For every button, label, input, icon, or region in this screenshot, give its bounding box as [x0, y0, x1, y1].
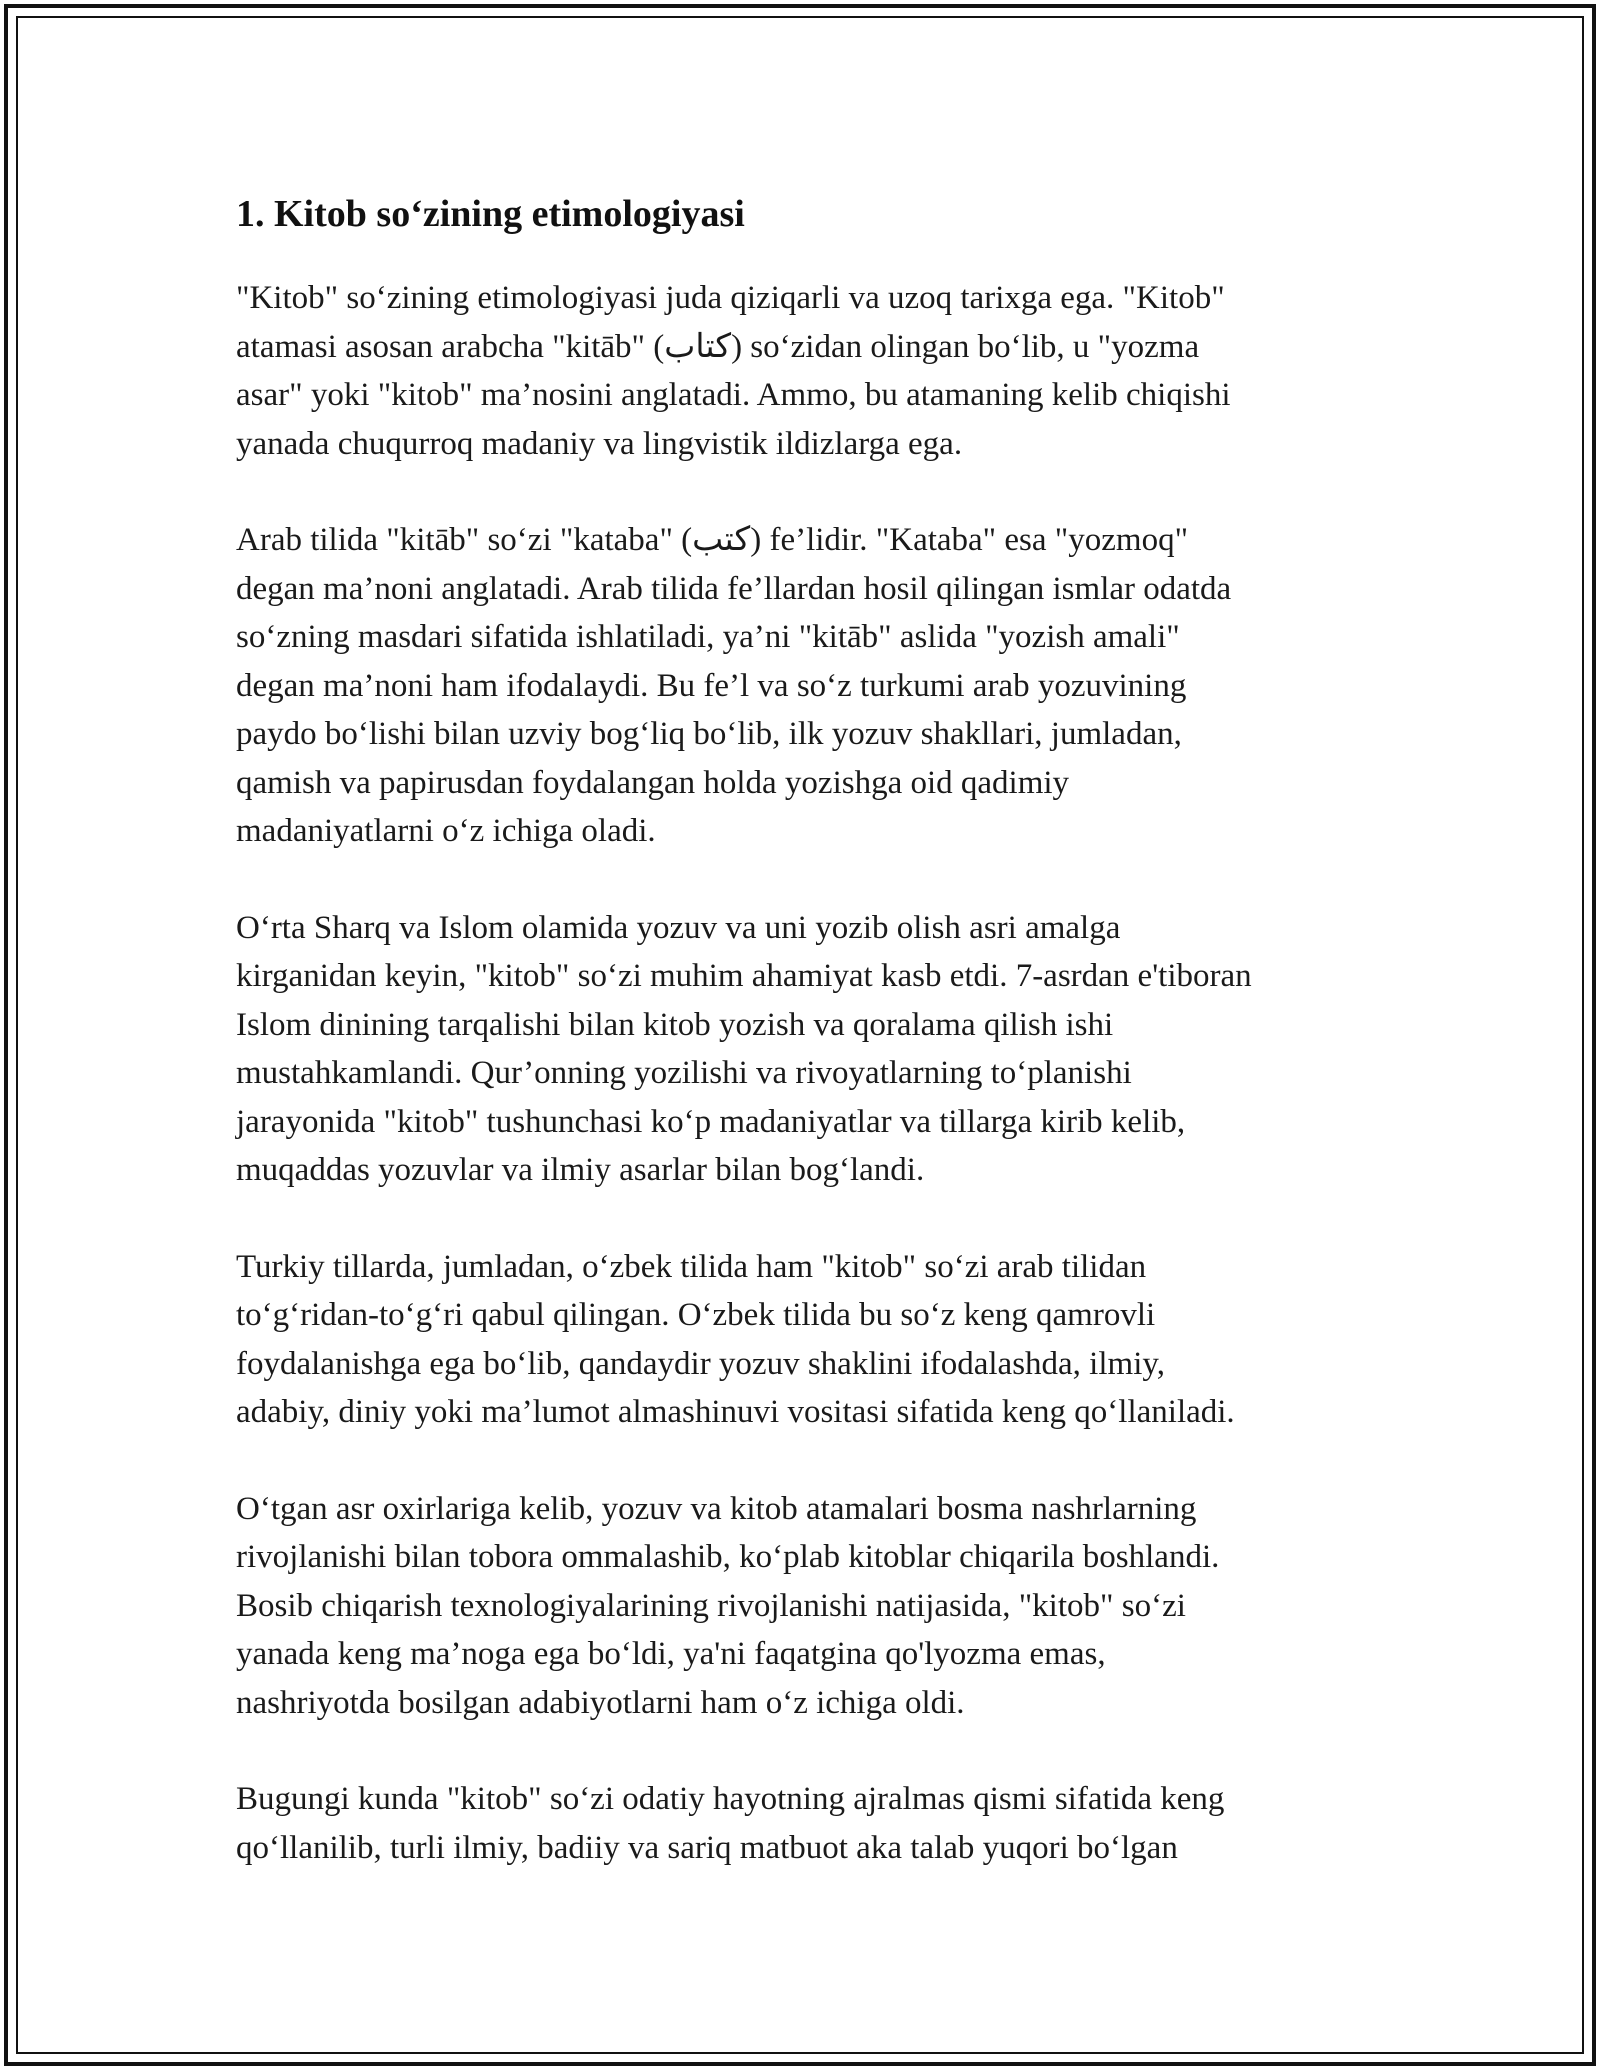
document-body: [236, 188, 1376, 1920]
page-title: 1. Kitob so‘zining etimologiyasi: [236, 193, 745, 235]
text-line: nashriyotda bosilgan adabiyotlarni ham o‘z ichiga oldi.: [236, 1684, 965, 1721]
text-line: jarayonida "kitob" tushunchasi ko‘p madaniyatlar va tillarga kirib kelib,: [236, 1103, 1186, 1140]
text-line: Bugungi kunda "kitob" so‘zi odatiy hayotning ajralmas qismi sifatida keng: [236, 1781, 1225, 1817]
text-line: O‘rta Sharq va Islom olamida yozuv va uni yozib olish asri amalga: [236, 909, 1121, 946]
text-line: rivojlanishi bilan tobora ommalashib, ko‘plab kitoblar chiqarila boshlandi.: [236, 1539, 1220, 1575]
text-line: Arab tilida "kitāb" so‘zi "kataba" (كتب) fe’lidir. "Kataba" esa "yozmoq": [236, 522, 1189, 558]
text-line: yanada chuqurroq madaniy va lingvistik ildizlarga ega.: [236, 425, 963, 462]
paragraph: [236, 1243, 1376, 1437]
text-line: to‘g‘ridan-to‘g‘ri qabul qilingan. O‘zbek tilida bu so‘z keng qamrovli: [236, 1297, 1156, 1333]
paragraph: [236, 1485, 1376, 1728]
text-line: Islom dinining tarqalishi bilan kitob yozish va qoralama qilish ishi: [236, 1006, 1114, 1043]
text-line: qamish va papirusdan foydalangan holda yozishga oid qadimiy: [236, 764, 1070, 801]
paragraph: [236, 516, 1376, 856]
text-line: yanada keng ma’noga ega bo‘ldi, ya'ni faqatgina qo'lyozma emas,: [236, 1636, 1106, 1672]
text-line: degan ma’noni ham ifodalaydi. Bu fe’l va so‘z turkumi arab yozuvining: [236, 667, 1187, 704]
text-line: madaniyatlarni o‘z ichiga oladi.: [236, 813, 656, 849]
text-line: "Kitob" so‘zining etimologiyasi juda qiziqarli va uzoq tarixga ega. "Kitob": [236, 280, 1225, 316]
text-line: muqaddas yozuvlar va ilmiy asarlar bilan bog‘landi.: [236, 1152, 925, 1188]
text-line: adabiy, diniy yoki ma’lumot almashinuvi vositasi sifatida keng qo‘llaniladi.: [236, 1394, 1235, 1430]
text-line: paydo bo‘lishi bilan uzviy bog‘liq bo‘lib, ilk yozuv shakllari, jumladan,: [236, 716, 1182, 752]
text-line: degan ma’noni anglatadi. Arab tilida fe’llardan hosil qilingan ismlar odatda: [236, 570, 1232, 607]
text-line: foydalanishga ega bo‘lib, qandaydir yozuv shaklini ifodalashda, ilmiy,: [236, 1345, 1165, 1382]
text-line: Turkiy tillarda, jumladan, o‘zbek tilida ham "kitob" so‘zi arab tilidan: [236, 1248, 1147, 1285]
text-line: asar" yoki "kitob" ma’nosini anglatadi. Ammo, bu atamaning kelib chiqishi: [236, 377, 1231, 413]
text-line: O‘tgan asr oxirlariga kelib, yozuv va kitob atamalari bosma nashrlarning: [236, 1490, 1197, 1527]
text-line: Bosib chiqarish texnologiyalarining rivojlanishi natijasida, "kitob" so‘zi: [236, 1587, 1186, 1624]
text-line: kirganidan keyin, "kitob" so‘zi muhim ahamiyat kasb etdi. 7-asrdan e'tiboran: [236, 958, 1252, 994]
text-line: so‘zning masdari sifatida ishlatiladi, ya’ni "kitāb" aslida "yozish amali": [236, 619, 1180, 655]
paragraph: [236, 904, 1376, 1195]
paragraph: [236, 274, 1376, 468]
text-line: mustahkamlandi. Qur’onning yozilishi va rivoyatlarning to‘planishi: [236, 1055, 1132, 1091]
paragraph: [236, 1775, 1376, 1872]
text-line: qo‘llanilib, turli ilmiy, badiiy va sariq matbuot aka talab yuqori bo‘lgan: [236, 1829, 1178, 1866]
text-line: atamasi asosan arabcha "kitāb" (كتاب) so‘zidan olingan bo‘lib, u "yozma: [236, 328, 1200, 365]
